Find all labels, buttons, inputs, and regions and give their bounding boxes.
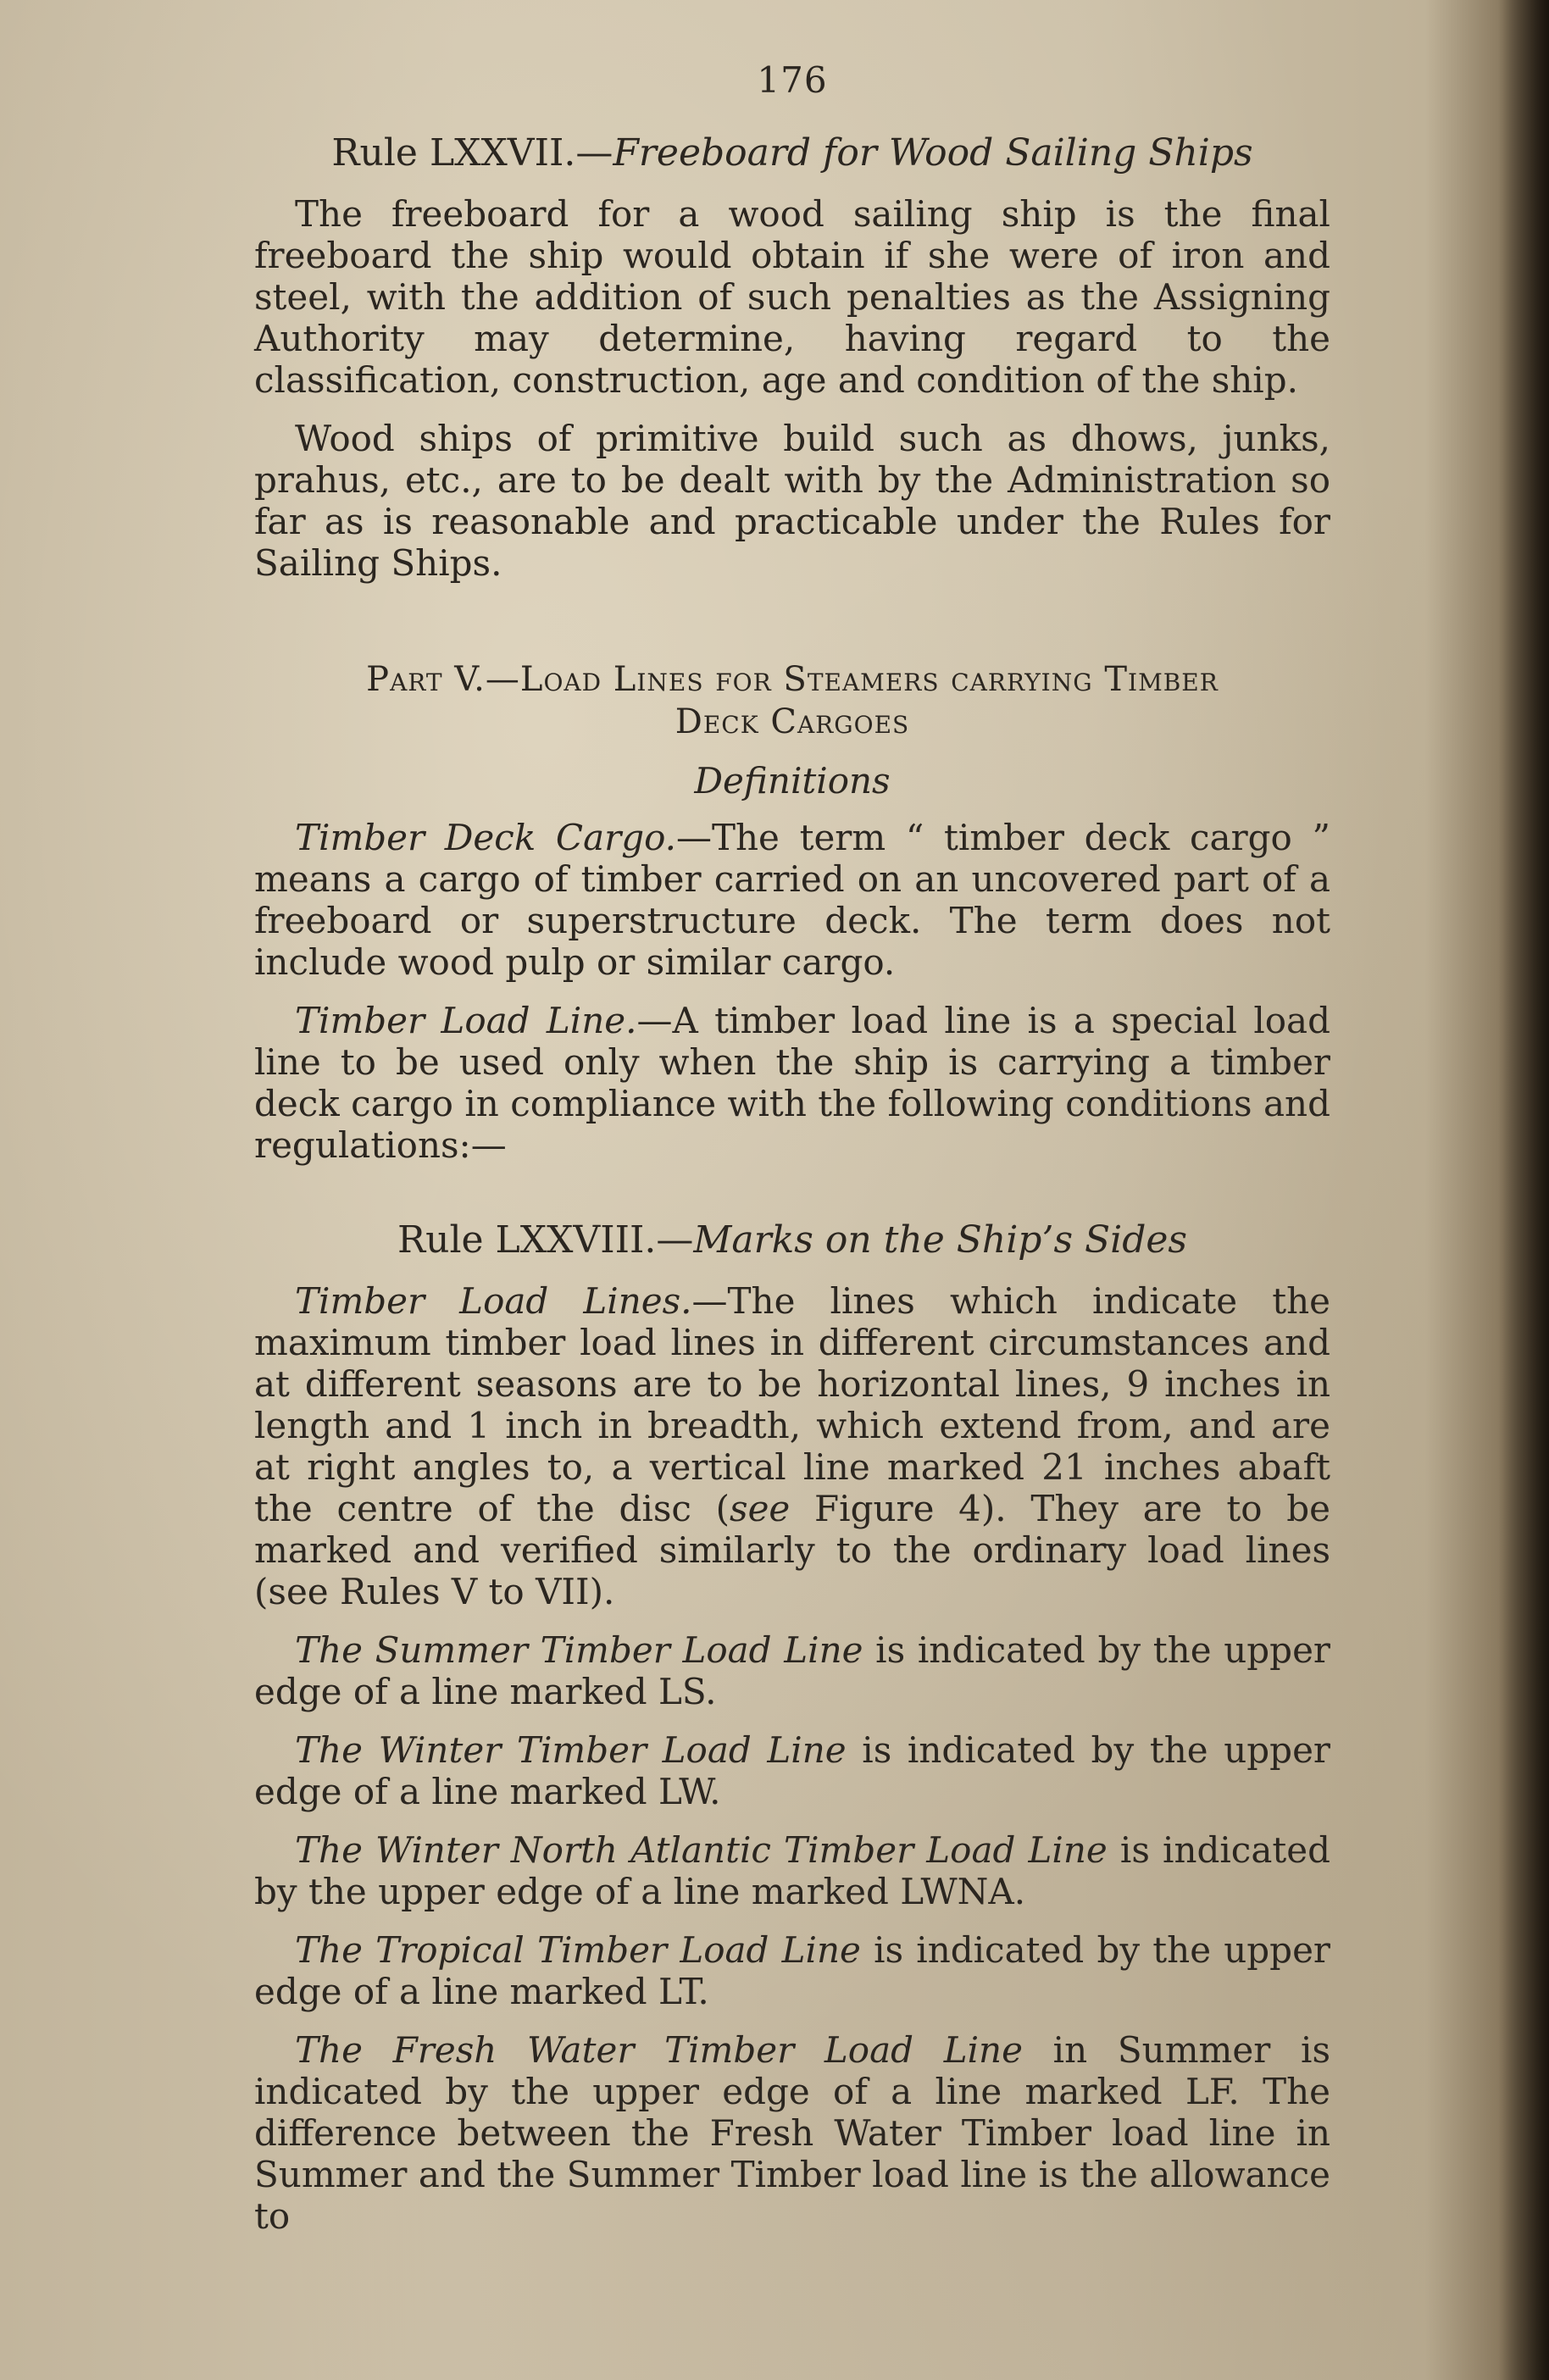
rule-77-title: Freeboard for Wood Sailing Ships [613, 131, 1253, 175]
section-spacer [254, 601, 1330, 658]
definition-timber-load-line [254, 1000, 1330, 1166]
rule-78-paragraph-summer [254, 1629, 1330, 1712]
rule-78-p5-text: is indicated by the upper edge of a line marked LT. [254, 1929, 1331, 2012]
definitions-heading: Definitions [694, 760, 891, 802]
rule-78-paragraph-winter [254, 1729, 1330, 1812]
definition-1-term: Timber Deck Cargo. [295, 817, 676, 858]
part-5-heading-line-2: Deck Cargoes [675, 702, 910, 741]
rule-78-p2-text: is indicated by the upper edge of a line marked LS. [254, 1629, 1331, 1712]
rule-78-p1-see: see [730, 1488, 791, 1529]
rule-78-p1-text-a: —The lines which indicate the maximum timber load lines in different circumstances and at different seasons are to be horizontal lines, 9 inches in length and 1 inch in breadth, which extend from, and are at right angles to, a vertical line marked 21 inches abaft the centre of the disc ( [254, 1280, 1331, 1529]
definition-2-term: Timber Load Line. [295, 1000, 637, 1041]
rule-78-p2-term: The Summer Timber Load Line [295, 1629, 863, 1671]
rule-78-p3-term: The Winter Timber Load Line [295, 1729, 847, 1771]
rule-78-p3-text: is indicated by the upper edge of a line marked LW. [254, 1729, 1331, 1812]
rule-77-prefix: Rule LXXVII.— [331, 131, 613, 175]
rule-78-heading [254, 1218, 1330, 1262]
rule-78-p4-term: The Winter North Atlantic Timber Load Line [295, 1829, 1108, 1871]
rule-78-p1-text-b: Figure 4). They are to be marked and verified similarly to the ordinary load lines (see Rules V to VII). [254, 1488, 1331, 1612]
rule-78-paragraph-fresh-water [254, 2029, 1330, 2237]
rule-77-paragraph-1: The freeboard for a wood sailing ship is the final freeboard the ship would obtain if she were of iron and steel, with the addition of such penalties as the Assigning Authority may determine, having regard to the classification, construction, age and condition of the ship. [254, 193, 1330, 401]
rule-78-p5-term: The Tropical Timber Load Line [295, 1929, 861, 1971]
definition-1-text: —The term “ timber deck cargo ” means a cargo of timber carried on an uncovered part of a freeboard or superstructure deck. The term does not include wood pulp or similar cargo. [254, 817, 1330, 983]
rule-78-p4-text: is indicated by the upper edge of a line marked LWNA. [254, 1829, 1330, 1912]
rule-78-paragraph-timber-load-lines [254, 1280, 1330, 1612]
definition-2-text: —A timber load line is a special load line to be used only when the ship is carrying a timber deck cargo in compliance with the following conditions and regulations:— [254, 1000, 1330, 1166]
rule-78-paragraph-winter-north-atlantic [254, 1829, 1330, 1912]
rule-78-title: Marks on the Ship’s Sides [693, 1218, 1188, 1262]
definition-timber-deck-cargo [254, 817, 1330, 983]
rule-77-heading [254, 131, 1330, 175]
rule-78-paragraph-tropical [254, 1929, 1330, 2012]
rule-78-p6-text: in Summer is indicated by the upper edge of a line marked LF. The difference between the Fresh Water Timber load line in Summer and the Summer Timber load line is the allowance to [254, 2029, 1330, 2237]
rule-77-paragraph-2: Wood ships of primitive build such as dhows, junks, prahus, etc., are to be dealt with by the Administration so far as is reasonable and practicable under the Rules for Sailing Ships. [254, 418, 1330, 584]
page-number: 176 [757, 59, 828, 101]
part-5-heading-line-1: Part V.—Load Lines for Steamers carrying Timber [366, 660, 1219, 699]
rule-78-prefix: Rule LXXVIII.— [397, 1218, 694, 1262]
part-5-heading [254, 658, 1330, 743]
rule-78-p6-term: The Fresh Water Timber Load Line [295, 2029, 1023, 2071]
book-spine-shadow [1498, 0, 1549, 2380]
rule-78-p1-term: Timber Load Lines. [295, 1280, 692, 1322]
page-text-block [254, 59, 1330, 2254]
section-spacer [254, 1183, 1330, 1218]
